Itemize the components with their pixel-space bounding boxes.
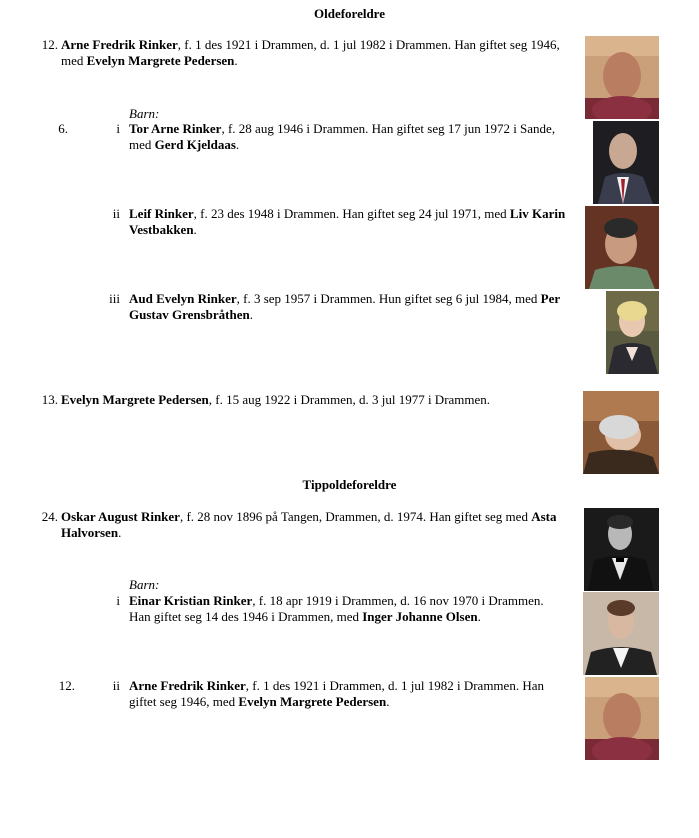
children-label: Barn: bbox=[129, 106, 160, 121]
entry-text: , f. 23 des 1948 i Drammen. Han giftet seg 24 jul 1971, med bbox=[193, 206, 510, 221]
portrait-photo bbox=[585, 677, 659, 760]
spouse-name: Liv Karin bbox=[509, 206, 566, 221]
entry-number: 24. bbox=[41, 509, 58, 524]
portrait-photo bbox=[585, 36, 659, 119]
entry-number: 12. bbox=[41, 37, 58, 52]
person-entry-oskar-august bbox=[61, 509, 591, 541]
entry-text: med bbox=[61, 53, 87, 68]
entry-number: 12. bbox=[58, 678, 75, 693]
entry-text: , f. 18 apr 1919 i Drammen, d. 16 nov 1970 i Drammen. bbox=[252, 593, 544, 608]
person-name: Arne Fredrik Rinker bbox=[129, 678, 246, 693]
entry-text: , f. 28 aug 1946 i Drammen. Han giftet seg 17 jun 1972 i Sande, bbox=[221, 121, 556, 136]
entry-text: , f. 28 nov 1896 på Tangen, Drammen, d. 1974. Han giftet seg med bbox=[179, 509, 532, 524]
spouse-name: Gerd Kjeldaas bbox=[154, 137, 236, 152]
portrait-photo bbox=[585, 206, 659, 289]
entry-text: . bbox=[477, 609, 481, 624]
entry-text: . bbox=[249, 307, 253, 322]
person-name: Leif Rinker bbox=[129, 206, 194, 221]
entry-number: 6. bbox=[58, 121, 68, 136]
entry-text: med bbox=[129, 137, 155, 152]
spouse-name: Evelyn Margrete Pedersen bbox=[238, 694, 387, 709]
entry-text: , f. 1 des 1921 i Drammen, d. 1 jul 1982 i Drammen. Han bbox=[245, 678, 544, 693]
spouse-name: Gustav Grensbråthen bbox=[129, 307, 250, 322]
person-name: Tor Arne Rinker bbox=[129, 121, 222, 136]
spouse-name: Inger Johanne Olsen bbox=[362, 609, 478, 624]
person-entry-arne-fredrik bbox=[61, 37, 591, 69]
spouse-name: Vestbakken bbox=[129, 222, 194, 237]
entry-text: . bbox=[118, 525, 122, 540]
portrait-photo bbox=[583, 391, 659, 474]
child-entry-einar-kristian bbox=[129, 593, 581, 625]
children-label: Barn: bbox=[129, 577, 160, 592]
person-name: Evelyn Margrete Pedersen bbox=[61, 392, 209, 407]
spouse-name: Halvorsen bbox=[61, 525, 119, 540]
entry-text: . bbox=[235, 137, 240, 152]
child-entry-arne-fredrik bbox=[129, 678, 581, 710]
child-index: i bbox=[116, 593, 120, 608]
entry-number: 13. bbox=[41, 392, 58, 407]
portrait-photo bbox=[606, 291, 659, 374]
child-index: ii bbox=[112, 678, 120, 693]
portrait-photo bbox=[593, 121, 659, 204]
spouse-name: Asta bbox=[531, 509, 557, 524]
person-name: Arne Fredrik Rinker bbox=[61, 37, 178, 52]
entry-text: , f. 3 sep 1957 i Drammen. Hun giftet seg 6 jul 1984, med bbox=[236, 291, 541, 306]
entry-text: . bbox=[386, 694, 390, 709]
child-entry-tor-arne bbox=[129, 121, 591, 153]
entry-text: giftet seg 1946, med bbox=[129, 694, 239, 709]
child-entry-aud-evelyn bbox=[129, 291, 599, 323]
portrait-photo bbox=[583, 592, 659, 675]
person-name: Oskar August Rinker bbox=[61, 509, 180, 524]
entry-text: . bbox=[193, 222, 197, 237]
child-index: i bbox=[116, 121, 120, 136]
spouse-name: Evelyn Margrete Pedersen bbox=[86, 53, 235, 68]
section-heading-oldeforeldre: Oldeforeldre bbox=[313, 6, 385, 21]
child-index: iii bbox=[109, 291, 120, 306]
person-name: Einar Kristian Rinker bbox=[129, 593, 253, 608]
child-entry-leif bbox=[129, 206, 595, 238]
entry-text: , f. 1 des 1921 i Drammen, d. 1 jul 1982 i Drammen. Han giftet seg 1946, bbox=[177, 37, 560, 52]
portrait-photo bbox=[584, 508, 659, 591]
section-heading-tippoldeforeldre: Tippoldeforeldre bbox=[302, 477, 397, 492]
entry-text: . bbox=[234, 53, 238, 68]
child-index: ii bbox=[112, 206, 120, 221]
entry-text: , f. 15 aug 1922 i Drammen, d. 3 jul 1977 i Drammen. bbox=[208, 392, 491, 407]
person-entry-evelyn-margrete bbox=[61, 392, 581, 408]
spouse-name: Per bbox=[540, 291, 561, 306]
entry-text: Han giftet seg 14 des 1946 i Drammen, med bbox=[129, 609, 363, 624]
person-name: Aud Evelyn Rinker bbox=[129, 291, 237, 306]
